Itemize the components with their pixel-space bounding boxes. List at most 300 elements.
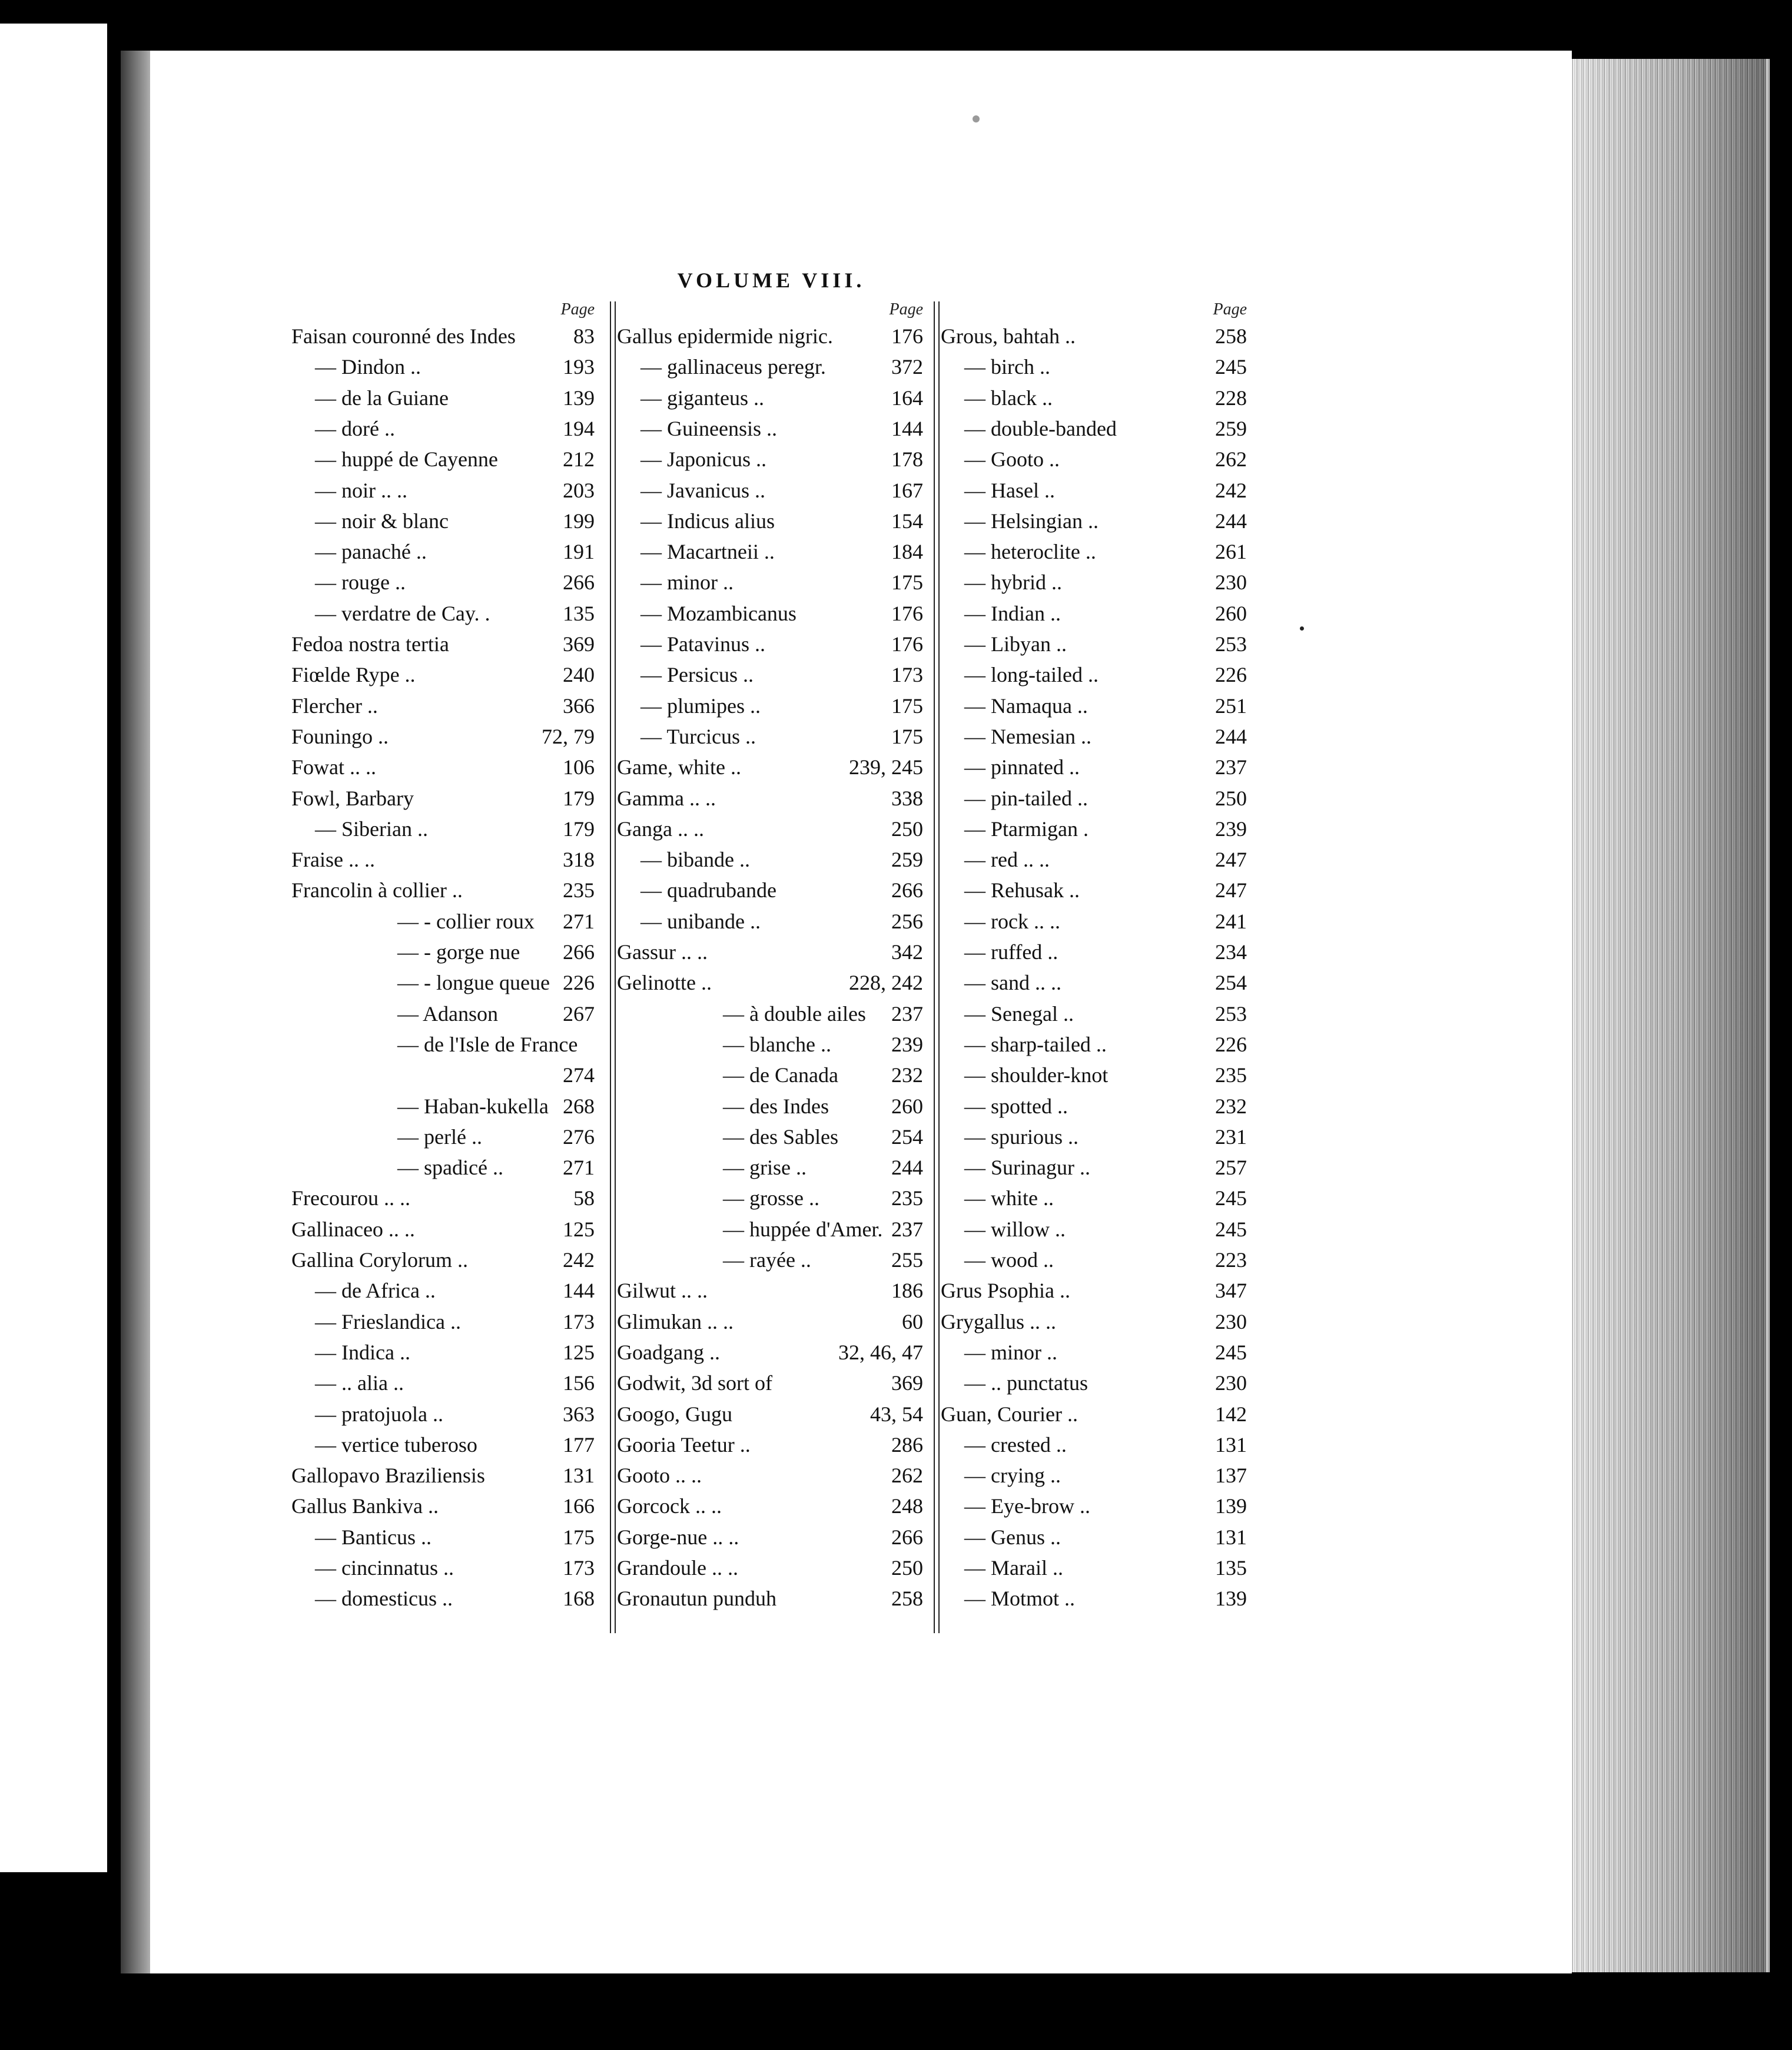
index-entry-page: 184 [891,540,923,564]
index-entry-page: 179 [563,786,595,810]
index-entry-page: 245 [1215,1217,1247,1241]
index-entry-page: 199 [563,509,595,533]
index-entry [291,324,595,354]
page-column-header: Page [1213,300,1247,319]
index-entry-page: 235 [1215,1063,1247,1087]
index-entry-page: 271 [563,909,595,933]
index-entry-text: Grous, bahtah .. [941,324,1076,348]
index-entry-page: 255 [891,1248,923,1272]
index-entry-text: — quadrubande [641,878,776,903]
index-entry [291,1063,595,1093]
index-entry-page: 247 [1215,878,1247,903]
index-entry [291,662,595,693]
index-entry [617,1278,923,1309]
index-entry-page: 258 [1215,324,1247,348]
index-entry-page: 271 [563,1156,595,1180]
index-entry-page: 250 [1215,786,1247,810]
index-entry-text: — noir .. .. [315,478,407,502]
index-entry [617,1525,923,1555]
index-entry [617,570,923,601]
index-entry [617,1124,923,1155]
index-entry-page: 125 [563,1217,595,1241]
index-entry-page: 167 [891,478,923,502]
index-entry-text: Ganga .. .. [617,817,704,841]
index-entry-text: Gronautun punduh [617,1587,776,1611]
index-entry [617,1063,923,1093]
index-entry-page: 268 [563,1094,595,1118]
index-entry-text: — vertice tuberoso [315,1432,477,1457]
index-entry [941,1186,1247,1216]
index-entry-page: 173 [563,1309,595,1334]
index-column-1 [291,300,595,1637]
index-entry-page: 241 [1215,909,1247,933]
index-entry [291,1094,595,1124]
index-entry [617,416,923,447]
index-entry [291,940,595,970]
column-rule [934,301,940,1633]
index-entry-text: — doré .. [315,416,395,440]
index-entry [941,1217,1247,1248]
index-entry [291,909,595,940]
index-entry-page: 228, 242 [849,971,923,995]
index-entry-text: — - collier roux [397,909,535,933]
index-entry [291,1402,595,1432]
index-entry-text: Francolin à collier .. [291,878,463,903]
index-entry-text: — noir & blanc [315,509,449,533]
index-entry [941,1001,1247,1032]
index-entry-text: — crying .. [964,1464,1061,1488]
index-entry [617,694,923,724]
index-entry-text: — shoulder-knot [964,1063,1109,1087]
index-column-2 [617,300,923,1637]
index-entry-page: 175 [891,724,923,748]
index-entry-text: — pin-tailed .. [964,786,1088,810]
index-entry [617,1155,923,1186]
index-entry [617,847,923,878]
index-entry-page: 212 [563,447,595,472]
index-entry [941,386,1247,416]
index-entry [291,1155,595,1186]
index-entry-text: Grus Psophia .. [941,1279,1071,1303]
index-entry-page: 266 [563,940,595,964]
index-entry-page: 248 [891,1494,923,1518]
index-entry-text: — rayée .. [723,1248,811,1272]
index-entry-page: 156 [563,1371,595,1395]
index-entry [291,1432,595,1463]
index-entry-page: 369 [563,632,595,656]
index-entry-text: — grise .. [723,1156,807,1180]
index-entry-text: — Helsingian .. [964,509,1099,533]
index-entry [617,1094,923,1124]
index-entry-text: — bibande .. [641,848,750,872]
index-entry [941,1124,1247,1155]
index-entry [291,970,595,1001]
facing-page-edge [0,24,107,1872]
index-entry [941,878,1247,908]
index-entry-text: Gassur .. .. [617,940,708,964]
index-entry-text: — Hasel .. [964,478,1055,502]
index-entry-text: — minor .. [641,570,734,595]
index-entry-page: 256 [891,909,923,933]
index-entry [291,386,595,416]
index-entry [941,1555,1247,1586]
index-entry-page: 347 [1215,1279,1247,1303]
index-entry [291,1309,595,1340]
index-entry-page: 253 [1215,1001,1247,1026]
index-entry-text: — giganteus .. [641,386,764,410]
index-entry [617,1340,923,1371]
index-entry-page: 135 [563,601,595,625]
index-entry [291,447,595,477]
index-entry-page: 245 [1215,1186,1247,1210]
index-entry-text: — de la Guiane [315,386,449,410]
index-entry [291,1586,595,1617]
index-entry-text: — - gorge nue [397,940,520,964]
index-entry-text: — pratojuola .. [315,1402,443,1426]
index-entry [941,324,1247,354]
index-entry-text: — heteroclite .. [964,540,1096,564]
index-entry [617,1186,923,1216]
index-entry [291,786,595,817]
index-entry-text: — Rehusak .. [964,878,1080,903]
index-entry [291,539,595,570]
index-entry-page: 234 [1215,940,1247,964]
index-entry [941,1402,1247,1432]
index-entry-text: — Nemesian .. [964,724,1091,748]
index-entry [617,1371,923,1401]
index-entry-text: Game, white .. [617,755,741,779]
index-entry-text: — Frieslandica .. [315,1309,461,1334]
index-entry-page: 260 [1215,601,1247,625]
index-entry-page: 235 [563,878,595,903]
index-entry-text: — blanche .. [723,1032,831,1056]
index-entry [291,755,595,785]
index-entry-page: 239, 245 [849,755,923,779]
index-entry [941,1278,1247,1309]
index-entry [941,354,1247,385]
index-entry-text: Goadgang .. [617,1340,720,1364]
index-entry-page: 286 [891,1432,923,1457]
page-title: VOLUME VIII. [677,268,865,292]
index-entry-text: — Guineensis .. [641,416,777,440]
index-entry [941,1586,1247,1617]
index-entry [941,909,1247,940]
index-entry-page: 191 [563,540,595,564]
index-entry [291,1340,595,1371]
index-entry-text: — - longue queue [397,971,550,995]
index-entry [941,570,1247,601]
index-entry [617,324,923,354]
index-entry [291,1001,595,1032]
index-entry-page: 266 [563,570,595,595]
index-entry-text: — Ptarmigan . [964,817,1089,841]
index-entry-text: — Banticus .. [315,1525,432,1549]
index-entry [291,570,595,601]
index-entry-text: — spurious .. [964,1124,1079,1149]
index-entry-text: Gorge-nue .. .. [617,1525,739,1549]
index-entry-text: Gamma .. .. [617,786,716,810]
index-entry-text: Fedoa nostra tertia [291,632,449,656]
index-entry-page: 251 [1215,694,1247,718]
index-entry-page: 144 [563,1279,595,1303]
page-stack-shading [1566,59,1766,1972]
index-entry [617,817,923,847]
index-entry-text: — willow .. [964,1217,1066,1241]
index-entry-text: — Haban-kukella [397,1094,549,1118]
index-entry [291,416,595,447]
index-entry-page: 178 [891,447,923,472]
index-entry [617,354,923,385]
index-entry [617,970,923,1001]
index-entry-page: 235 [891,1186,923,1210]
index-entry-page: 154 [891,509,923,533]
index-entry-page: 366 [563,694,595,718]
index-entry-page: 32, 46, 47 [838,1340,923,1364]
index-entry-page: 179 [563,817,595,841]
page-column-header: Page [560,300,595,319]
index-entry [941,539,1247,570]
index-entry-page: 240 [563,663,595,687]
index-entry-text: — Macartneii .. [641,540,775,564]
index-entry [291,1494,595,1524]
index-entry-text: — Turcicus .. [641,724,756,748]
index-entry [941,1309,1247,1340]
index-entry-page: 261 [1215,540,1247,564]
index-entry-page: 338 [891,786,923,810]
index-entry [617,1217,923,1248]
index-entry-page: 175 [563,1525,595,1549]
index-entry-page: 266 [891,1525,923,1549]
index-entry-text: — sharp-tailed .. [964,1032,1107,1056]
index-entry-text: — rouge .. [315,570,406,595]
index-entry-page: 226 [1215,1032,1247,1056]
index-entry-page: 175 [891,694,923,718]
index-entry-text: Fowat .. .. [291,755,376,779]
index-entry-text: — Indicus alius [641,509,775,533]
index-entry [941,724,1247,755]
index-entry [941,940,1247,970]
index-entry [617,940,923,970]
index-entry-text: — huppé de Cayenne [315,447,498,472]
index-entry [617,1494,923,1524]
index-entry [941,847,1247,878]
index-entry-text: — Marail .. [964,1556,1063,1580]
index-entry [291,354,595,385]
index-entry [291,1032,595,1063]
index-entry-text: — Senegal .. [964,1001,1074,1026]
index-entry-text: — .. alia .. [315,1371,404,1395]
index-entry-text: Googo, Gugu [617,1402,732,1426]
index-entry-text: — Libyan .. [964,632,1067,656]
index-entry-page: 131 [563,1464,595,1488]
index-entry-page: 131 [1215,1525,1247,1549]
index-entry-page: 245 [1215,355,1247,379]
index-entry [941,1340,1247,1371]
index-entry [941,478,1247,509]
index-entry-text: Gooria Teetur .. [617,1432,751,1457]
index-entry [941,632,1247,662]
index-entry-page: 239 [1215,817,1247,841]
index-entry-text: — Dindon .. [315,355,421,379]
index-entry [941,1371,1247,1401]
index-entry-text: — pinnated .. [964,755,1080,779]
index-entry-text: Gallus Bankiva .. [291,1494,439,1518]
index-entry-page: 223 [1215,1248,1247,1272]
index-entry [941,1432,1247,1463]
index-entry [941,1094,1247,1124]
index-entry-text: Gallina Corylorum .. [291,1248,468,1272]
index-entry-text: Fowl, Barbary [291,786,414,810]
index-entry-page: 253 [1215,632,1247,656]
index-entry-text: — Genus .. [964,1525,1061,1549]
index-entry-text: — minor .. [964,1340,1057,1364]
index-entry-text: — Persicus .. [641,663,754,687]
index-entry-text: — Javanicus .. [641,478,765,502]
index-entry-page: 230 [1215,1371,1247,1395]
index-entry-text: Founingo .. [291,724,389,748]
index-entry-text: — Adanson [397,1001,498,1026]
index-entry-page: 259 [1215,416,1247,440]
index-entry-text: — verdatre de Cay. . [315,601,490,625]
index-entry [291,878,595,908]
index-entry [291,1371,595,1401]
index-entry-page: 173 [563,1556,595,1580]
index-entry-page: 259 [891,848,923,872]
index-entry [617,601,923,632]
index-entry-page: 266 [891,878,923,903]
index-entry-text: — cincinnatus .. [315,1556,454,1580]
index-entry-text: Gallus epidermide nigric. [617,324,833,348]
index-entry-page: 247 [1215,848,1247,872]
index-entry-page: 230 [1215,1309,1247,1334]
index-entry-text: — gallinaceus peregr. [641,355,826,379]
index-entry-page: 318 [563,848,595,872]
index-entry-page: 193 [563,355,595,379]
index-entry-text: Faisan couronné des Indes [291,324,516,348]
index-entry [941,1463,1247,1494]
index-entry-page: 274 [563,1063,595,1087]
index-entry [291,1217,595,1248]
index-entry-page: 144 [891,416,923,440]
index-entry-page: 342 [891,940,923,964]
index-entry-page: 131 [1215,1432,1247,1457]
index-entry [617,509,923,539]
index-entry-page: 168 [563,1587,595,1611]
index-entry [941,447,1247,477]
index-entry [617,1309,923,1340]
index-entry-page: 258 [891,1587,923,1611]
index-entry-text: — wood .. [964,1248,1054,1272]
index-entry-page: 232 [891,1063,923,1087]
page-column-header: Page [889,300,923,319]
index-entry-text: — grosse .. [723,1186,819,1210]
index-entry [941,1248,1247,1278]
index-entry-text: Flercher .. [291,694,378,718]
index-entry [941,1155,1247,1186]
index-entry [941,1063,1247,1093]
index-entry-page: 166 [563,1494,595,1518]
index-entry-text: Frecourou .. .. [291,1186,410,1210]
column-rule [610,301,616,1633]
index-entry-page: 142 [1215,1402,1247,1426]
index-entry [291,724,595,755]
index-entry-text: — de Africa .. [315,1279,436,1303]
index-entry-text: — huppée d'Amer. [723,1217,883,1241]
index-entry-text: Gallinaceo .. .. [291,1217,415,1241]
index-entry-page: 254 [1215,971,1247,995]
index-entry-page: 237 [891,1217,923,1241]
index-entry [617,1032,923,1063]
index-entry [617,1402,923,1432]
index-entry-text: — birch .. [964,355,1050,379]
index-entry [617,1248,923,1278]
index-entry-page: 164 [891,386,923,410]
index-entry-page: 254 [891,1124,923,1149]
index-entry [291,1525,595,1555]
index-entry-text: — de l'Isle de France [397,1032,578,1056]
index-entry-page: 372 [891,355,923,379]
index-entry [617,662,923,693]
index-entry-text: — ruffed .. [964,940,1058,964]
index-entry-page: 242 [1215,478,1247,502]
index-entry-text: — hybrid .. [964,570,1062,595]
index-entry-text: — spadicé .. [397,1156,503,1180]
index-entry-page: 239 [891,1032,923,1056]
index-entry-text: — à double ailes [723,1001,866,1026]
index-entry [291,694,595,724]
index-entry-page: 231 [1215,1124,1247,1149]
index-entry-page: 43, 54 [870,1402,923,1426]
dust-speck [973,115,980,122]
index-entry-page: 242 [563,1248,595,1272]
index-entry-text: Glimukan .. .. [617,1309,734,1334]
index-entry-page: 226 [563,971,595,995]
index-entry-text: — Motmot .. [964,1587,1076,1611]
index-entry-text: — perlé .. [397,1124,482,1149]
index-entry [617,632,923,662]
index-entry-page: 203 [563,478,595,502]
index-entry [941,662,1247,693]
index-entry [291,1278,595,1309]
index-entry-text: — plumipes .. [641,694,761,718]
index-entry-text: — Siberian .. [315,817,428,841]
index-entry-page: 232 [1215,1094,1247,1118]
index-entry [941,416,1247,447]
index-entry [291,478,595,509]
index-entry-text: Grygallus .. .. [941,1309,1056,1334]
index-entry [941,694,1247,724]
index-entry-page: 83 [573,324,595,348]
index-entry-text: — rock .. .. [964,909,1060,933]
index-entry-page: 175 [891,570,923,595]
index-entry [941,1494,1247,1524]
index-entry-text: Gilwut .. .. [617,1279,708,1303]
index-entry [941,970,1247,1001]
index-entry-page: 267 [563,1001,595,1026]
index-entry-page: 58 [573,1186,595,1210]
index-entry-page: 244 [1215,509,1247,533]
index-entry-page: 244 [1215,724,1247,748]
index-entry [291,817,595,847]
index-entry [617,386,923,416]
index-entry-text: — long-tailed .. [964,663,1099,687]
index-entry [941,1032,1247,1063]
index-entry-page: 262 [1215,447,1247,472]
index-entry-page: 257 [1215,1156,1247,1180]
index-entry-page: 176 [891,601,923,625]
index-entry-page: 237 [891,1001,923,1026]
index-entry-text: Fraise .. .. [291,848,375,872]
